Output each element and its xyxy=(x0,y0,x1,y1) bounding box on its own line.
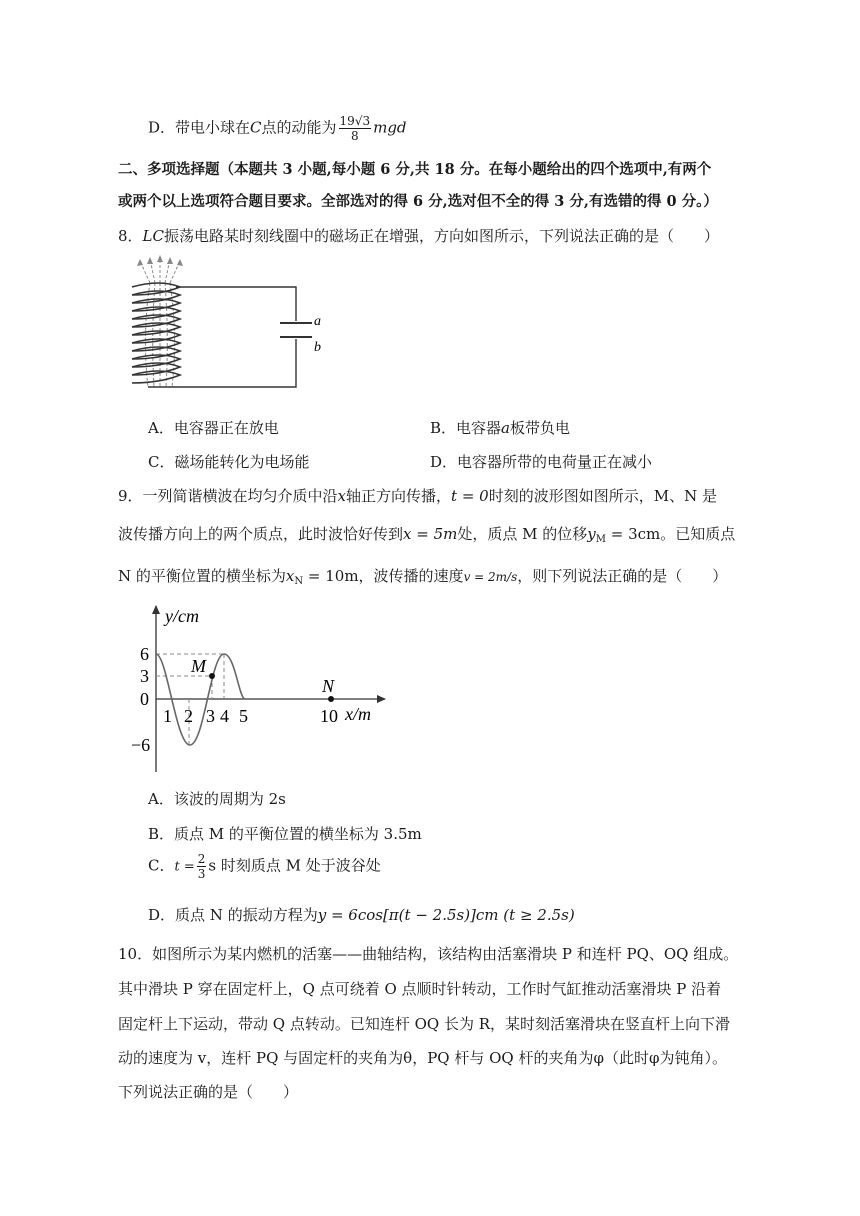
section-heading-line-1: 二、多项选择题（本题共 3 小题,每小题 6 分,共 18 分。在每小题给出的四个选项中,有两个 xyxy=(118,161,712,178)
lc-label: LC xyxy=(142,227,164,245)
fraction-numerator: 19√3 xyxy=(339,114,371,128)
x-tick-5: 5 xyxy=(239,706,248,726)
sub-n: N xyxy=(294,576,304,587)
option-text: D．质点 N 的振动方程为 xyxy=(148,906,318,924)
var-t: t = xyxy=(174,859,195,875)
y-tick-neg6: −6 xyxy=(131,735,151,755)
text: 处，质点 M 的位移 xyxy=(457,525,588,543)
option-label: D． xyxy=(148,118,176,137)
y-tick-6: 6 xyxy=(140,644,149,664)
option-b-text-2: 板带负电 xyxy=(509,419,570,437)
point-m-label: M xyxy=(191,656,206,676)
q10-line-2: 其中滑块 P 穿在固定杆上，Q 点可绕着 O 点顺时针转动，工作时气缸推动活塞滑块 P 沿着 xyxy=(118,980,722,998)
question-number: 8． xyxy=(118,227,143,245)
var-x: x = 5m xyxy=(403,525,458,543)
q8-option-b xyxy=(430,417,570,438)
question-text: 振荡电路某时刻线圈中的磁场正在增强，方向如图所示，下列说法正确的是（ ） xyxy=(164,227,720,245)
var-x: x xyxy=(337,487,347,505)
x-tick-3: 3 xyxy=(206,706,215,726)
q9-stem-line-1 xyxy=(118,485,717,506)
q9-option-c xyxy=(148,852,381,881)
q10-line-3: 固定杆上下运动，带动 Q 点转动。已知连杆 OQ 长为 R，某时刻活塞滑块在竖直杆上向下滑 xyxy=(118,1015,731,1033)
wave-figure xyxy=(125,600,395,780)
var-t: t = 0 xyxy=(451,487,489,505)
point-c: C xyxy=(250,118,262,137)
text: 时刻的波形图如图所示，M、N 是 xyxy=(488,487,717,505)
q8-option-d: D．电容器所带的电荷量正在减小 xyxy=(430,453,653,471)
x-tick-1: 1 xyxy=(163,706,172,726)
q8-stem xyxy=(118,225,719,246)
value: = 10m xyxy=(303,567,359,585)
text: 波传播方向上的两个质点，此时波恰好传到 xyxy=(118,525,404,543)
var-x: x xyxy=(285,567,295,585)
q7-option-d xyxy=(148,114,407,143)
option-label: C． xyxy=(148,856,175,875)
text: ，波传播的速度 xyxy=(358,567,464,585)
text: 。已知质点 xyxy=(660,525,736,543)
q8-option-c: C．磁场能转化为电场能 xyxy=(148,453,310,471)
text: 9．一列简谐横波在均匀介质中沿 xyxy=(118,487,338,505)
var-y: y xyxy=(587,525,596,543)
plate-label-a: a xyxy=(314,314,321,329)
y-axis-label: y/cm xyxy=(165,606,199,626)
q9-stem-line-3 xyxy=(118,565,727,587)
value: = 3cm xyxy=(606,525,661,543)
q10-line-5: 下列说法正确的是（ ） xyxy=(118,1083,299,1101)
lc-circuit-figure xyxy=(118,255,338,400)
fraction xyxy=(197,852,207,881)
q9-option-a: A．该波的周期为 2s xyxy=(148,790,286,808)
formula-tail: mgd xyxy=(373,118,407,137)
q9-option-b: B．质点 M 的平衡位置的横坐标为 3.5m xyxy=(148,825,422,843)
y-tick-3: 3 xyxy=(140,666,149,686)
field-arrow-heads xyxy=(137,255,183,266)
option-text: 带电小球在 xyxy=(175,118,251,137)
section-heading-line-2: 或两个以上选项符合题目要求。全部选对的得 6 分,选对但不全的得 3 分,有选错的得 0 分。） xyxy=(118,193,718,210)
option-b-text: B．电容器 xyxy=(430,419,502,437)
inductor-coil xyxy=(132,283,180,383)
var-v: v = 2m/s xyxy=(463,570,518,584)
fraction xyxy=(339,114,372,143)
point-m-marker xyxy=(209,673,215,679)
q9-option-d xyxy=(148,904,575,925)
option-text: s 时刻质点 M 处于波谷处 xyxy=(208,856,381,875)
x-axis-label: x/m xyxy=(345,704,371,724)
q8-option-a: A．电容器正在放电 xyxy=(148,419,279,437)
option-b-var: a xyxy=(501,419,510,437)
point-n-label: N xyxy=(322,676,335,696)
point-n-marker xyxy=(328,696,334,702)
text: N 的平衡位置的横坐标为 xyxy=(118,567,286,585)
sub-m: M xyxy=(595,534,606,545)
equation: y = 6cos[π(t − 2.5s)]cm (t ≥ 2.5s) xyxy=(317,906,575,924)
x-tick-4: 4 xyxy=(220,706,229,726)
y-tick-0: 0 xyxy=(140,689,149,709)
fraction-denominator: 8 xyxy=(351,129,359,143)
q10-line-1: 10．如图所示为某内燃机的活塞——曲轴结构，该结构由活塞滑块 P 和连杆 PQ、OQ 组成。 xyxy=(118,945,739,963)
x-tick-2: 2 xyxy=(184,706,193,726)
text: ，则下列说法正确的是（ ） xyxy=(517,567,728,585)
fraction-denominator: 3 xyxy=(197,867,206,881)
q9-stem-line-2 xyxy=(118,523,735,545)
x-tick-10: 10 xyxy=(320,706,338,726)
q10-line-4: 动的速度为 v，连杆 PQ 与固定杆的夹角为θ，PQ 杆与 OQ 杆的夹角为φ（此时φ为钝角）。 xyxy=(118,1049,727,1067)
text: 轴正方向传播， xyxy=(346,487,452,505)
option-text-2: 点的动能为 xyxy=(261,118,337,137)
fraction-numerator: 2 xyxy=(197,852,206,866)
plate-label-b: b xyxy=(314,340,321,355)
